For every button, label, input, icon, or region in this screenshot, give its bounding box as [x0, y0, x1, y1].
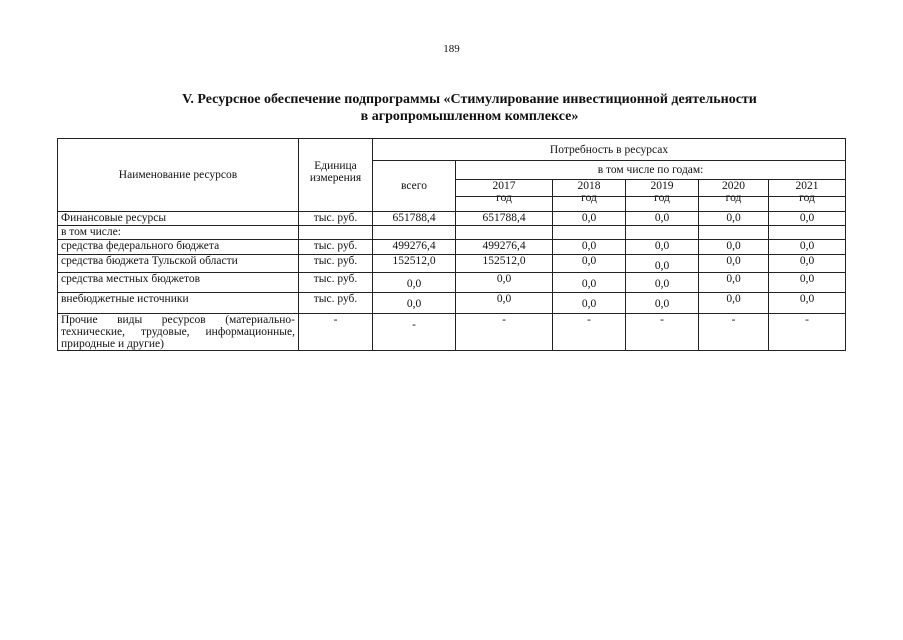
- row-2020: 0,0: [699, 255, 769, 273]
- row-2019: 0,0: [626, 273, 699, 293]
- header-year-2020: [699, 180, 769, 212]
- resources-table: [57, 138, 846, 351]
- row-unit: тыс. руб.: [299, 212, 373, 226]
- row-name: Финансовые ресурсы: [58, 212, 299, 226]
- row-2019: 0,0: [626, 240, 699, 255]
- row-unit: тыс. руб.: [299, 273, 373, 293]
- row-total: 0,0: [373, 273, 456, 293]
- year-word: год: [725, 192, 742, 204]
- row-2020: 0,0: [699, 212, 769, 226]
- row-2017: 0,0: [456, 273, 553, 293]
- row-name: средства федерального бюджета: [58, 240, 299, 255]
- header-year-2017: [456, 180, 553, 212]
- table-row: [58, 226, 846, 240]
- year-label: 2017: [492, 180, 516, 192]
- row-name: Прочие виды ресурсов (материально-технические, трудовые, информационные, природные и другие): [58, 314, 299, 351]
- row-2018: 0,0: [553, 255, 626, 273]
- year-label: 2019: [650, 180, 674, 192]
- row-2018: 0,0: [553, 293, 626, 314]
- row-2017: -: [456, 314, 553, 351]
- row-total: 152512,0: [373, 255, 456, 273]
- row-2019: 0,0: [626, 212, 699, 226]
- year-word: год: [581, 192, 597, 204]
- row-2020: 0,0: [699, 240, 769, 255]
- row-2021: 0,0: [769, 240, 846, 255]
- table-row: [58, 255, 846, 273]
- row-2021: 0,0: [769, 273, 846, 293]
- header-resource-need: Потребность в ресурсах: [373, 139, 846, 161]
- row-unit: [299, 226, 373, 240]
- row-2018: -: [553, 314, 626, 351]
- row-total: [373, 226, 456, 240]
- header-by-years: в том числе по годам:: [456, 161, 846, 180]
- row-2020: [699, 226, 769, 240]
- table-row: [58, 314, 846, 351]
- table-row: [58, 273, 846, 293]
- row-2019: -: [626, 314, 699, 351]
- row-2021: 0,0: [769, 293, 846, 314]
- header-year-2021: [769, 180, 846, 212]
- table-row: [58, 240, 846, 255]
- row-unit: -: [299, 314, 373, 351]
- row-name: средства местных бюджетов: [58, 273, 299, 293]
- row-name: средства бюджета Тульской области: [58, 255, 299, 273]
- row-name: внебюджетные источники: [58, 293, 299, 314]
- row-2019: 0,0: [626, 255, 699, 273]
- row-2017: 152512,0: [456, 255, 553, 273]
- row-2020: -: [699, 314, 769, 351]
- page-number: 189: [443, 43, 460, 55]
- row-unit: тыс. руб.: [299, 240, 373, 255]
- row-2017: [456, 226, 553, 240]
- year-word: год: [799, 192, 815, 204]
- row-total: -: [373, 314, 456, 351]
- header-unit: Единица измерения: [299, 139, 373, 212]
- year-word: год: [654, 192, 670, 204]
- section-title-line-1: V. Ресурсное обеспечение подпрограммы «Стимулирование инвестиционной деятельности: [182, 92, 757, 107]
- year-label: 2018: [577, 180, 601, 192]
- row-2019: [626, 226, 699, 240]
- row-2021: 0,0: [769, 212, 846, 226]
- header-year-2018: [553, 180, 626, 212]
- row-total: 0,0: [373, 293, 456, 314]
- table-row: [58, 293, 846, 314]
- section-title-line-2: в агропромышленном комплексе»: [360, 109, 579, 124]
- row-total: 499276,4: [373, 240, 456, 255]
- row-2020: 0,0: [699, 273, 769, 293]
- row-2017: 651788,4: [456, 212, 553, 226]
- year-label: 2020: [722, 180, 745, 192]
- row-2021: [769, 226, 846, 240]
- row-unit: тыс. руб.: [299, 293, 373, 314]
- row-2019: 0,0: [626, 293, 699, 314]
- section-title: [0, 91, 903, 125]
- row-unit: тыс. руб.: [299, 255, 373, 273]
- row-total: 651788,4: [373, 212, 456, 226]
- row-2018: 0,0: [553, 240, 626, 255]
- row-2018: 0,0: [553, 212, 626, 226]
- row-2017: 499276,4: [456, 240, 553, 255]
- header-total: всего: [373, 161, 456, 212]
- row-name: в том числе:: [58, 226, 299, 240]
- row-2017: 0,0: [456, 293, 553, 314]
- table-row: [58, 212, 846, 226]
- header-resource-name: Наименование ресурсов: [58, 139, 299, 212]
- year-label: 2021: [795, 180, 819, 192]
- row-2021: -: [769, 314, 846, 351]
- row-2021: 0,0: [769, 255, 846, 273]
- row-2018: [553, 226, 626, 240]
- row-2018: 0,0: [553, 273, 626, 293]
- year-word: год: [496, 192, 512, 204]
- row-2020: 0,0: [699, 293, 769, 314]
- header-year-2019: [626, 180, 699, 212]
